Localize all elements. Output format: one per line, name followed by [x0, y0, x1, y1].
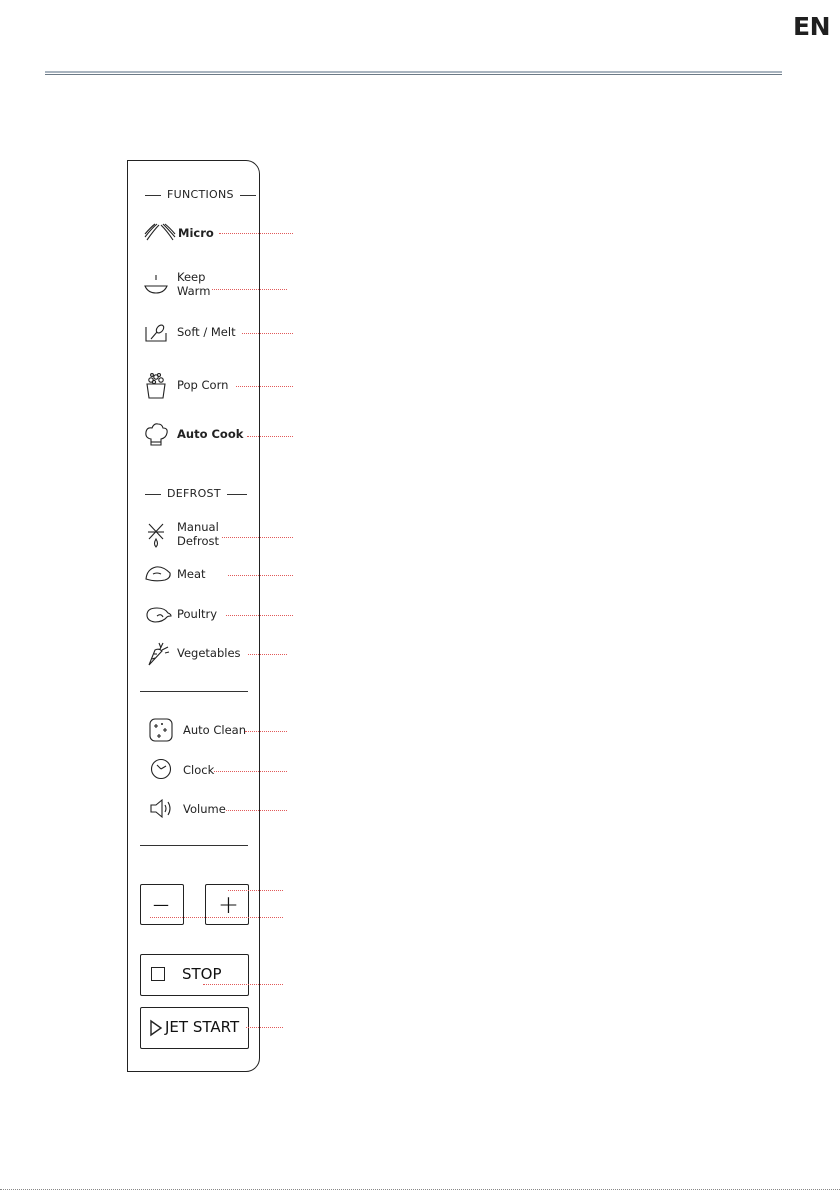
clock-leader — [214, 771, 287, 772]
volume-leader — [226, 810, 287, 811]
chicken-icon — [143, 601, 169, 627]
meat-button[interactable] — [143, 561, 206, 587]
meat-label: Meat — [177, 567, 206, 581]
stop-leader — [203, 984, 283, 985]
volume-button[interactable] — [148, 796, 226, 822]
auto-cook-button[interactable] — [143, 421, 243, 447]
stop-button[interactable] — [140, 954, 249, 996]
auto-clean-button[interactable] — [148, 717, 246, 743]
chef-hat-icon — [143, 421, 169, 447]
poultry-button[interactable] — [143, 601, 217, 627]
microwave-waves-icon — [143, 220, 169, 246]
carrot-icon — [143, 640, 169, 666]
keep-warm-button[interactable] — [143, 270, 210, 298]
plus-leader — [228, 890, 283, 891]
minus-leader — [150, 917, 283, 918]
snowflake-drop-icon — [143, 521, 169, 547]
clock-icon — [148, 757, 174, 783]
auto-cook-label: Auto Cook — [177, 427, 244, 441]
soft-melt-label: Soft / Melt — [177, 325, 236, 339]
header-rule-inner — [45, 74, 782, 75]
panel-divider — [140, 845, 248, 846]
header-rule — [45, 71, 782, 73]
page-bottom-rule — [0, 1189, 840, 1190]
micro-button[interactable] — [143, 220, 214, 246]
minus-button[interactable] — [140, 884, 184, 925]
manual-defrost-label: Manual Defrost — [177, 520, 219, 548]
steak-icon — [143, 561, 169, 587]
speaker-icon — [148, 796, 174, 822]
vegetables-button[interactable] — [143, 640, 241, 666]
functions-section-title: FUNCTIONS — [139, 188, 262, 201]
plus-symbol: + — [218, 890, 239, 919]
vegetables-label: Vegetables — [177, 646, 241, 660]
soft-melt-leader — [242, 333, 293, 334]
clock-button[interactable] — [148, 757, 214, 783]
manual-defrost-leader — [222, 537, 293, 538]
manual-defrost-button[interactable] — [143, 520, 219, 548]
keep-warm-leader — [212, 289, 287, 290]
micro-leader — [219, 233, 293, 234]
auto-clean-label: Auto Clean — [183, 723, 246, 737]
stop-label: STOP — [182, 965, 222, 983]
poultry-leader — [226, 615, 293, 616]
vegetables-leader — [248, 654, 287, 655]
soft-melt-button[interactable] — [143, 319, 236, 345]
pop-corn-leader — [236, 386, 293, 387]
auto-cook-leader — [247, 436, 293, 437]
jet-start-label: JET START — [165, 1018, 240, 1036]
panel-divider — [140, 691, 248, 692]
keep-warm-label: Keep Warm — [177, 270, 211, 298]
bowl-spoon-icon — [143, 319, 169, 345]
defrost-section-title: DEFROST — [139, 487, 253, 500]
poultry-label: Poultry — [177, 607, 218, 621]
stop-square-icon — [151, 967, 165, 981]
micro-label: Micro — [178, 226, 214, 240]
meat-leader — [228, 575, 293, 576]
jet-start-leader — [246, 1027, 283, 1028]
jet-start-button[interactable] — [140, 1007, 249, 1049]
clock-label: Clock — [183, 763, 215, 777]
language-code: EN — [793, 12, 831, 41]
popcorn-icon — [143, 372, 169, 398]
volume-label: Volume — [183, 802, 226, 816]
pop-corn-button[interactable] — [143, 372, 228, 398]
sparkle-box-icon — [148, 717, 174, 743]
minus-symbol: — — [153, 895, 169, 914]
play-triangle-icon — [149, 1019, 163, 1037]
pop-corn-label: Pop Corn — [177, 378, 229, 392]
auto-clean-leader — [245, 731, 287, 732]
plate-steam-icon — [143, 271, 169, 297]
